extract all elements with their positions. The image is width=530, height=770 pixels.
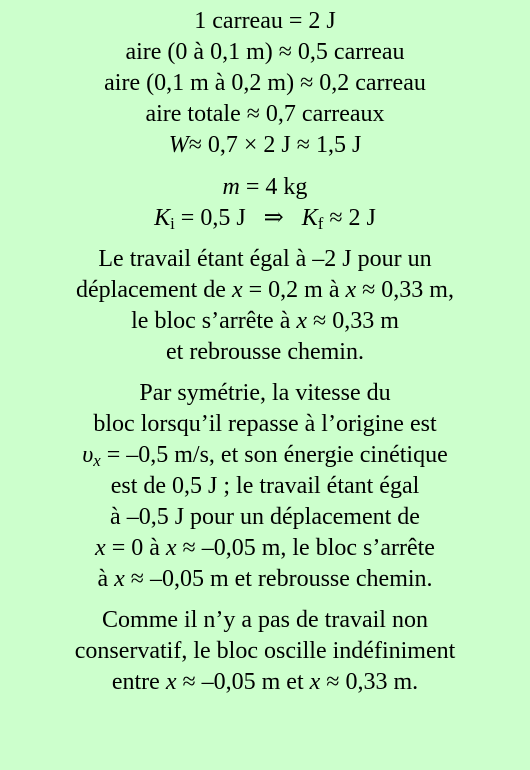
paragraph-3: [0, 605, 530, 698]
p2-line-7: [0, 564, 530, 595]
energy-block: [0, 172, 530, 234]
p1-text: ≈ 0,33 m,: [356, 277, 454, 303]
p2-line-5: à –0,5 J pour un déplacement de: [110, 504, 420, 530]
x-var: x: [95, 535, 106, 561]
p1-line-2: [0, 275, 530, 306]
x-var: x: [309, 669, 321, 695]
p1-text: le bloc s’arrête à: [131, 308, 297, 334]
mass-symbol: m: [222, 174, 240, 200]
p2-line-3: [0, 440, 530, 471]
kf-symbol: K: [301, 205, 318, 231]
work-value: ≈ 0,7 × 2 J ≈ 1,5 J: [188, 132, 362, 158]
calc-line-5: [0, 130, 530, 161]
mass-line: [0, 172, 530, 203]
ki-subscript: i: [170, 214, 175, 233]
p1-text: déplacement de: [76, 277, 232, 303]
p1-line-3: [0, 306, 530, 337]
p2-line-1: Par symétrie, la vitesse du: [139, 380, 391, 406]
work-symbol: W: [168, 132, 189, 158]
p2-line-6: [0, 533, 530, 564]
x-var: x: [296, 308, 308, 334]
p3-line-2: conservatif, le bloc oscille indéfiniment: [74, 638, 456, 664]
p2-text: = 0 à: [105, 535, 166, 561]
paragraph-2: [0, 378, 530, 595]
calc-line-1: 1 carreau = 2 J: [194, 8, 336, 34]
velocity-subscript: x: [93, 451, 101, 470]
spacer: [0, 368, 530, 378]
p2-line-4: est de 0,5 J ; le travail étant égal: [110, 473, 420, 499]
ki-symbol: K: [154, 205, 171, 231]
kf-value: ≈ 2 J: [323, 205, 376, 231]
p1-line-1: Le travail étant égal à –2 J pour un: [98, 246, 432, 272]
p2-text: = –0,5 m/s, et son énergie cinétique: [100, 442, 448, 468]
p1-text: ≈ 0,33 m: [307, 308, 399, 334]
ki-value: = 0,5 J ⇒: [174, 205, 302, 231]
spacer: [0, 595, 530, 605]
kinetic-energy-line: [0, 203, 530, 234]
p3-text: ≈ –0,05 m et: [176, 669, 310, 695]
p2-text: à: [97, 566, 115, 592]
x-var: x: [165, 535, 177, 561]
p1-text: = 0,2 m à: [242, 277, 346, 303]
x-var: x: [114, 566, 125, 592]
area-calculation: [0, 6, 530, 161]
p3-line-3: [0, 667, 530, 698]
calc-line-2: aire (0 à 0,1 m) ≈ 0,5 carreau: [125, 39, 405, 65]
p2-text: ≈ –0,05 m, le bloc s’arrête: [176, 535, 435, 561]
kf-subscript: f: [317, 214, 324, 233]
mass-value: = 4 kg: [239, 174, 308, 200]
p2-text: ≈ –0,05 m et rebrousse chemin.: [124, 566, 433, 592]
p3-line-1: Comme il n’y a pas de travail non: [102, 607, 428, 633]
p1-line-4: et rebrousse chemin.: [166, 339, 364, 365]
p3-text: entre: [111, 669, 166, 695]
p2-line-2: bloc lorsqu’il repasse à l’origine est: [93, 411, 437, 437]
calc-line-4: aire totale ≈ 0,7 carreaux: [145, 101, 385, 127]
velocity-symbol: υ: [82, 442, 94, 468]
paragraph-1: [0, 244, 530, 368]
spacer: [0, 234, 530, 244]
x-var: x: [165, 669, 177, 695]
spacer: [0, 161, 530, 172]
p3-text: ≈ 0,33 m.: [320, 669, 419, 695]
calc-line-3: aire (0,1 m à 0,2 m) ≈ 0,2 carreau: [104, 70, 426, 96]
x-var: x: [231, 277, 243, 303]
x-var: x: [345, 277, 357, 303]
